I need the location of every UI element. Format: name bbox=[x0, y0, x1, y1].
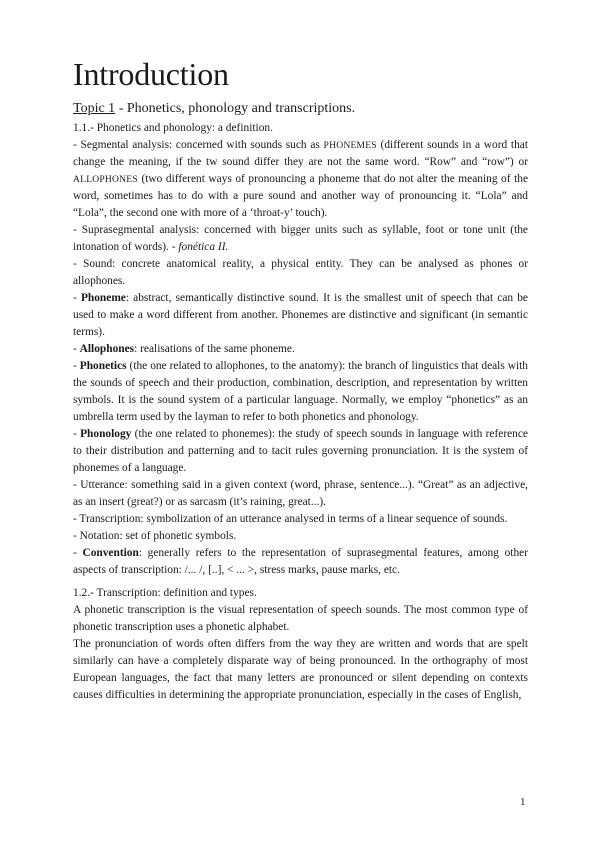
page-number: 1 bbox=[520, 796, 526, 808]
italic-note: fonética II. bbox=[178, 241, 229, 253]
term: Allophones bbox=[79, 343, 135, 355]
small-caps-term: ALLOPHONES bbox=[73, 174, 138, 185]
paragraph-sound: - Sound: concrete anatomical reality, a physical entity. They can be analysed as phones or allophones. bbox=[73, 258, 528, 287]
text: - Suprasegmental analysis: concerned with bigger units such as syllable, foot or tone unit (the intonation of words). - bbox=[73, 224, 528, 253]
term: Phonetics bbox=[79, 360, 127, 372]
text: (different sounds in a word that change the meaning, if the tw sound differ they are not the same word. “Row” and “row”) or bbox=[73, 139, 528, 168]
paragraph-allophones bbox=[73, 341, 528, 358]
paragraph-transcription-definition: A phonetic transcription is the visual representation of speech sounds. The most common type of phonetic transcription uses a phonetic alphabet. bbox=[73, 604, 528, 633]
paragraph-notation: - Notation: set of phonetic symbols. bbox=[73, 530, 237, 542]
text: (two different ways of pronouncing a phoneme that do not alter the meaning of the word, sometimes has to do with a pure sound and another way of pronouncing it. “Lola” and “Lola”, the second one with more of a ‘throat-y’ touch). bbox=[73, 173, 528, 219]
section-heading-1-2: 1.2.- Transcription: definition and types. bbox=[73, 587, 257, 599]
paragraph-phoneme bbox=[73, 290, 528, 341]
text: : realisations of the same phoneme. bbox=[134, 343, 295, 355]
text: - bbox=[73, 428, 81, 440]
document-page bbox=[73, 55, 528, 704]
paragraph-phonetics bbox=[73, 358, 528, 426]
paragraph-convention bbox=[73, 545, 528, 579]
text: - bbox=[73, 360, 80, 372]
paragraph-transcription: - Transcription: symbolization of an utterance analysed in terms of a linear sequence of sounds. bbox=[73, 513, 508, 525]
topic-rest: - Phonetics, phonology and transcriptions. bbox=[115, 101, 356, 116]
text: : generally refers to the representation of suprasegmental features, among other aspects of transcription: /... /, [..], < ... >, stress marks, pause marks, etc. bbox=[73, 547, 528, 576]
term: Convention bbox=[82, 547, 139, 559]
term: Phonology bbox=[80, 428, 132, 440]
text: (the one related to phonemes): the study of speech sounds in language with reference to their distribution and patterning and to tacit rules governing pronunciation. It is the system of phonemes of a language. bbox=[73, 428, 528, 474]
text: - bbox=[73, 292, 81, 304]
text: - bbox=[73, 547, 83, 559]
section-heading-1-1: 1.1.- Phonetics and phonology: a definition. bbox=[73, 122, 273, 134]
topic-heading bbox=[73, 99, 528, 118]
small-caps-term: PHONEMES bbox=[323, 140, 377, 151]
text: - bbox=[73, 343, 80, 355]
page-title: Introduction bbox=[73, 56, 229, 92]
topic-label: Topic 1 bbox=[73, 101, 116, 116]
paragraph-phonology bbox=[73, 426, 528, 477]
paragraph-utterance: - Utterance: something said in a given context (word, phrase, sentence...). “Great” as an adjective, as an insert (great?) or as sarcasm (it’s raining, great...). bbox=[73, 479, 528, 508]
paragraph-pronunciation: The pronunciation of words often differs from the way they are written and words that are spelt similarly can have a completely disparate way of being pronounced. In the orthography of most European languages, the fact that many letters are pronounced or silent depending on contexts causes difficulties in determining the appropriate pronunciation, especially in the cases of English, bbox=[73, 638, 528, 701]
paragraph-segmental bbox=[73, 137, 528, 222]
text: : abstract, semantically distinctive sound. It is the smallest unit of speech that can be used to make a word different from another. Phonemes are distinctive and significant (in semantic terms). bbox=[73, 292, 528, 338]
paragraph-suprasegmental bbox=[73, 222, 528, 256]
text: (the one related to allophones, to the anatomy): the branch of linguistics that deals with the sounds of speech and their production, combination, description, and representation by written symbols. It is the sound system of a particular language. Normally, we employ “phonetics” as an umbrella term used by the layman to refer to both phonetics and phonology. bbox=[73, 360, 528, 423]
text: - Segmental analysis: concerned with sounds such as bbox=[73, 139, 324, 151]
term: Phoneme bbox=[80, 292, 126, 304]
